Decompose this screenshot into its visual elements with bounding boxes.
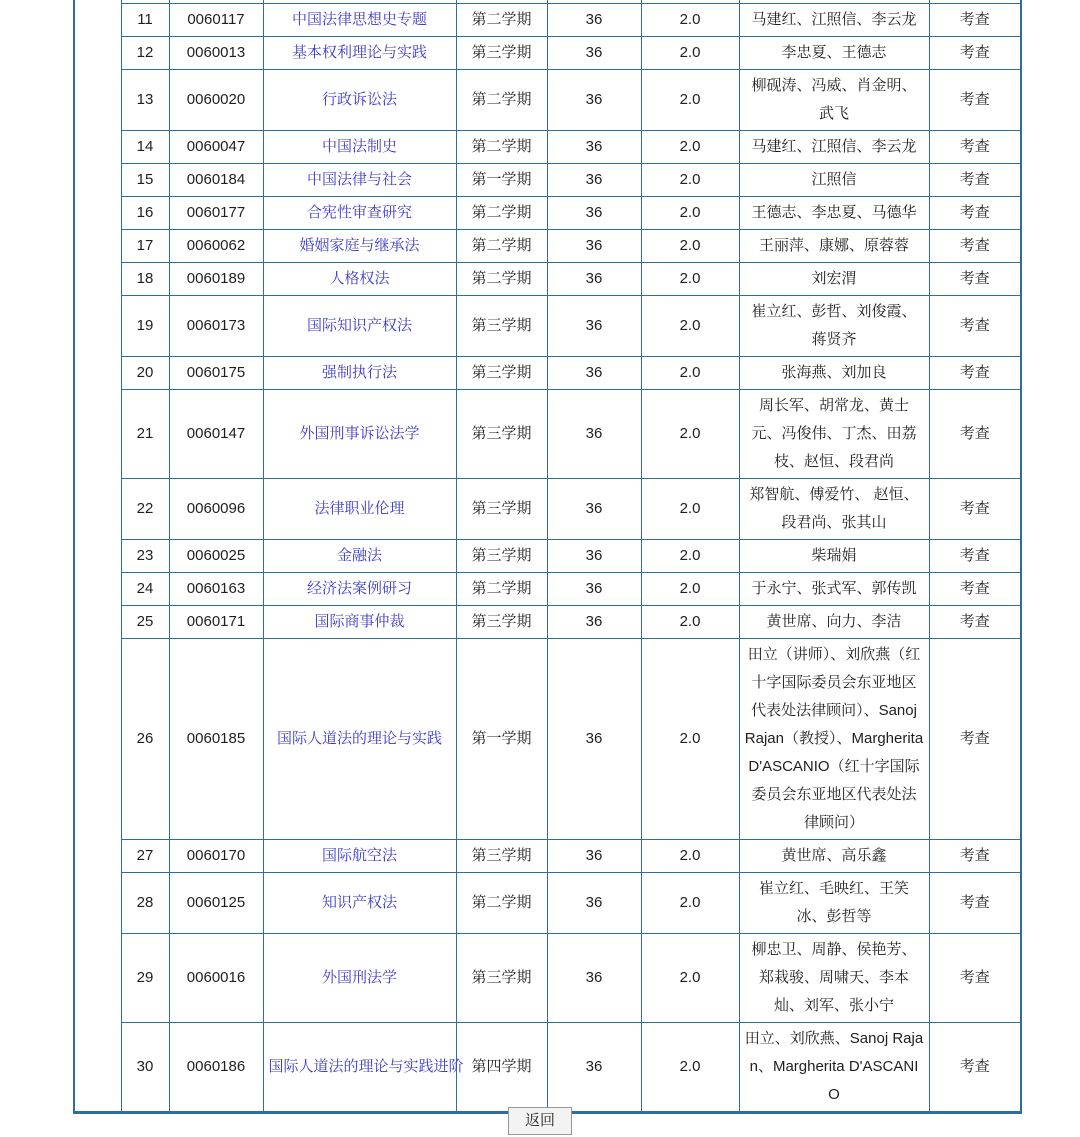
semester-cell: 第三学期 [456, 839, 547, 872]
course-name-cell [263, 872, 456, 933]
table-row [74, 163, 1021, 196]
assessment-cell: 考查 [929, 539, 1021, 572]
course-name-link[interactable]: 基本权利理论与实践 [291, 43, 427, 61]
table-row [74, 389, 1021, 478]
teachers-cell: 于永宁、张式军、郭传凯 [739, 572, 929, 605]
row-number-cell: 26 [121, 638, 169, 839]
course-name-link[interactable]: 中国法制史 [321, 137, 397, 155]
course-name-link[interactable]: 外国刑法学 [321, 968, 397, 986]
hours-cell: 36 [547, 605, 641, 638]
course-code-cell: 0060147 [169, 389, 263, 478]
semester-cell: 第四学期 [456, 1022, 547, 1112]
assessment-cell: 考查 [929, 872, 1021, 933]
table-row [74, 36, 1021, 69]
hours-cell: 36 [547, 356, 641, 389]
row-number-cell: 12 [121, 36, 169, 69]
hours-cell: 36 [547, 933, 641, 1022]
teachers-cell: 田立（讲师）、刘欣燕（红十字国际委员会东亚地区代表处法律顾问）、Sanoj Rajan（教授）、Margherita D'ASCANIO（红十字国际委员会东亚地区代表处法律顾问） [739, 638, 929, 839]
credits-cell: 2.0 [641, 163, 739, 196]
table-row [74, 605, 1021, 638]
course-name-cell [263, 933, 456, 1022]
course-name-link[interactable]: 国际航空法 [321, 846, 397, 864]
row-number-cell: 28 [121, 872, 169, 933]
row-number-cell: 23 [121, 539, 169, 572]
credits-cell: 2.0 [641, 229, 739, 262]
assessment-cell: 考查 [929, 130, 1021, 163]
hours-cell: 36 [547, 130, 641, 163]
table-row [74, 638, 1021, 839]
assessment-cell: 考查 [929, 229, 1021, 262]
hours-cell: 36 [547, 163, 641, 196]
table-row [74, 839, 1021, 872]
course-code-cell: 0060185 [169, 638, 263, 839]
table-row [74, 262, 1021, 295]
credits-cell: 2.0 [641, 839, 739, 872]
credits-cell: 2.0 [641, 872, 739, 933]
course-name-link[interactable]: 强制执行法 [321, 363, 397, 381]
hours-cell: 36 [547, 36, 641, 69]
category-cell [74, 0, 121, 1112]
course-name-link[interactable]: 人格权法 [329, 269, 390, 287]
table-row [74, 229, 1021, 262]
row-number-cell: 17 [121, 229, 169, 262]
course-table [73, 0, 1022, 1114]
row-number-cell: 14 [121, 130, 169, 163]
row-number-cell: 16 [121, 196, 169, 229]
table-row [74, 130, 1021, 163]
course-name-cell [263, 69, 456, 130]
teachers-cell: 柳忠卫、周静、侯艳芳、郑栽骏、周啸天、李本灿、刘军、张小宁 [739, 933, 929, 1022]
row-number-cell: 20 [121, 356, 169, 389]
credits-cell: 2.0 [641, 36, 739, 69]
semester-cell: 第二学期 [456, 196, 547, 229]
teachers-cell: 柴瑞娟 [739, 539, 929, 572]
table-row [74, 1022, 1021, 1112]
course-name-cell [263, 163, 456, 196]
credits-cell: 2.0 [641, 196, 739, 229]
course-name-link[interactable]: 国际人道法的理论与实践进阶 [268, 1057, 464, 1075]
hours-cell: 36 [547, 1022, 641, 1112]
course-code-cell: 0060170 [169, 839, 263, 872]
teachers-cell: 张海燕、刘加良 [739, 356, 929, 389]
teachers-cell: 马建红、江照信、李云龙 [739, 130, 929, 163]
course-name-cell [263, 539, 456, 572]
course-name-link[interactable]: 国际知识产权法 [306, 316, 412, 334]
hours-cell: 36 [547, 69, 641, 130]
hours-cell: 36 [547, 478, 641, 539]
teachers-cell: 崔立红、彭哲、刘俊霞、蒋贤齐 [739, 295, 929, 356]
credits-cell: 2.0 [641, 3, 739, 36]
teachers-cell: 田立、刘欣燕、Sanoj Rajan、Margherita D'ASCANIO [739, 1022, 929, 1112]
assessment-cell: 考查 [929, 478, 1021, 539]
teachers-cell: 柳砚涛、冯威、肖金明、武飞 [739, 69, 929, 130]
course-code-cell: 0060013 [169, 36, 263, 69]
course-name-cell [263, 196, 456, 229]
credits-cell: 2.0 [641, 69, 739, 130]
assessment-cell: 考查 [929, 36, 1021, 69]
credits-cell: 2.0 [641, 572, 739, 605]
course-name-link[interactable]: 经济法案例研习 [306, 579, 412, 597]
course-name-cell [263, 605, 456, 638]
credits-cell: 2.0 [641, 130, 739, 163]
semester-cell: 第一学期 [456, 163, 547, 196]
table-row [74, 933, 1021, 1022]
course-code-cell: 0060096 [169, 478, 263, 539]
course-name-cell [263, 478, 456, 539]
table-row [74, 539, 1021, 572]
credits-cell: 2.0 [641, 262, 739, 295]
assessment-cell: 考查 [929, 638, 1021, 839]
hours-cell: 36 [547, 229, 641, 262]
row-number-cell: 25 [121, 605, 169, 638]
teachers-cell: 王德志、李忠夏、马德华 [739, 196, 929, 229]
table-row [74, 572, 1021, 605]
course-code-cell: 0060163 [169, 572, 263, 605]
teachers-cell: 王丽萍、康娜、原蓉蓉 [739, 229, 929, 262]
hours-cell: 36 [547, 539, 641, 572]
course-name-link[interactable]: 知识产权法 [321, 893, 397, 911]
semester-cell: 第二学期 [456, 3, 547, 36]
course-code-cell: 0060117 [169, 3, 263, 36]
row-number-cell: 22 [121, 478, 169, 539]
semester-cell: 第三学期 [456, 539, 547, 572]
assessment-cell: 考查 [929, 839, 1021, 872]
course-code-cell: 0060189 [169, 262, 263, 295]
course-code-cell: 0060186 [169, 1022, 263, 1112]
hours-cell: 36 [547, 196, 641, 229]
course-name-link[interactable]: 合宪性审查研究 [306, 203, 412, 221]
course-code-cell: 0060175 [169, 356, 263, 389]
semester-cell: 第二学期 [456, 572, 547, 605]
table-row [74, 69, 1021, 130]
assessment-cell: 考查 [929, 572, 1021, 605]
teachers-cell: 刘宏渭 [739, 262, 929, 295]
course-name-link[interactable]: 金融法 [336, 546, 382, 564]
course-name-cell [263, 389, 456, 478]
course-code-cell: 0060062 [169, 229, 263, 262]
course-name-cell [263, 229, 456, 262]
course-name-link[interactable]: 中国法律与社会 [306, 170, 412, 188]
assessment-cell: 考查 [929, 3, 1021, 36]
assessment-cell: 考查 [929, 605, 1021, 638]
semester-cell: 第三学期 [456, 389, 547, 478]
table-row [74, 295, 1021, 356]
assessment-cell: 考查 [929, 69, 1021, 130]
semester-cell: 第二学期 [456, 262, 547, 295]
credits-cell: 2.0 [641, 478, 739, 539]
row-number-cell: 30 [121, 1022, 169, 1112]
teachers-cell: 马建红、江照信、李云龙 [739, 3, 929, 36]
hours-cell: 36 [547, 839, 641, 872]
semester-cell: 第二学期 [456, 69, 547, 130]
course-code-cell: 0060016 [169, 933, 263, 1022]
semester-cell: 第三学期 [456, 478, 547, 539]
row-number-cell: 24 [121, 572, 169, 605]
table-row [74, 196, 1021, 229]
credits-cell: 2.0 [641, 389, 739, 478]
teachers-cell: 黄世席、向力、李洁 [739, 605, 929, 638]
course-name-cell [263, 839, 456, 872]
course-name-cell [263, 262, 456, 295]
back-button[interactable]: 返回 [508, 1107, 572, 1135]
semester-cell: 第二学期 [456, 130, 547, 163]
assessment-cell: 考查 [929, 389, 1021, 478]
credits-cell: 2.0 [641, 933, 739, 1022]
row-number-cell: 21 [121, 389, 169, 478]
course-name-link[interactable]: 行政诉讼法 [321, 90, 397, 108]
teachers-cell: 崔立红、毛映红、王笑冰、彭哲等 [739, 872, 929, 933]
course-name-link[interactable]: 婚姻家庭与继承法 [299, 236, 420, 254]
semester-cell: 第三学期 [456, 933, 547, 1022]
course-code-cell: 0060171 [169, 605, 263, 638]
semester-cell: 第三学期 [456, 356, 547, 389]
credits-cell: 2.0 [641, 295, 739, 356]
assessment-cell: 考查 [929, 933, 1021, 1022]
assessment-cell: 考查 [929, 295, 1021, 356]
semester-cell: 第二学期 [456, 229, 547, 262]
course-name-link[interactable]: 外国刑事诉讼法学 [299, 424, 420, 442]
course-code-cell: 0060025 [169, 539, 263, 572]
course-name-cell [263, 36, 456, 69]
teachers-cell: 黄世席、高乐鑫 [739, 839, 929, 872]
row-number-cell: 19 [121, 295, 169, 356]
course-code-cell: 0060184 [169, 163, 263, 196]
hours-cell: 36 [547, 872, 641, 933]
semester-cell: 第三学期 [456, 295, 547, 356]
course-code-cell: 0060125 [169, 872, 263, 933]
hours-cell: 36 [547, 295, 641, 356]
row-number-cell: 27 [121, 839, 169, 872]
course-name-link[interactable]: 国际人道法的理论与实践 [276, 729, 442, 747]
course-name-cell [263, 356, 456, 389]
course-name-link[interactable]: 法律职业伦理 [314, 499, 405, 517]
credits-cell: 2.0 [641, 605, 739, 638]
hours-cell: 36 [547, 572, 641, 605]
course-name-link[interactable]: 中国法律思想史专题 [291, 10, 427, 28]
course-name-link[interactable]: 国际商事仲裁 [314, 612, 405, 630]
assessment-cell: 考查 [929, 163, 1021, 196]
credits-cell: 2.0 [641, 539, 739, 572]
table-row [74, 872, 1021, 933]
hours-cell: 36 [547, 262, 641, 295]
hours-cell: 36 [547, 3, 641, 36]
credits-cell: 2.0 [641, 356, 739, 389]
assessment-cell: 考查 [929, 196, 1021, 229]
row-number-cell: 13 [121, 69, 169, 130]
course-code-cell: 0060047 [169, 130, 263, 163]
course-code-cell: 0060177 [169, 196, 263, 229]
semester-cell: 第一学期 [456, 638, 547, 839]
course-name-cell [263, 130, 456, 163]
course-code-cell: 0060020 [169, 69, 263, 130]
hours-cell: 36 [547, 638, 641, 839]
semester-cell: 第三学期 [456, 605, 547, 638]
semester-cell: 第三学期 [456, 36, 547, 69]
teachers-cell: 周长军、胡常龙、黄士元、冯俊伟、丁杰、田荔枝、赵恒、段君尚 [739, 389, 929, 478]
assessment-cell: 考查 [929, 356, 1021, 389]
semester-cell: 第二学期 [456, 872, 547, 933]
row-number-cell: 18 [121, 262, 169, 295]
course-name-cell [263, 295, 456, 356]
table-row [74, 3, 1021, 36]
course-name-cell [263, 1022, 464, 1112]
credits-cell: 2.0 [641, 638, 739, 839]
row-number-cell: 11 [121, 3, 169, 36]
assessment-cell: 考查 [929, 262, 1021, 295]
course-name-cell [263, 3, 456, 36]
hours-cell: 36 [547, 389, 641, 478]
teachers-cell: 李忠夏、王德志 [739, 36, 929, 69]
teachers-cell: 郑智航、傅爱竹、 赵恒、段君尚、张其山 [739, 478, 929, 539]
table-row [74, 478, 1021, 539]
course-name-cell [263, 638, 456, 839]
assessment-cell: 考查 [929, 1022, 1021, 1112]
back-button-bar [0, 1107, 1080, 1135]
course-name-cell [263, 572, 456, 605]
row-number-cell: 29 [121, 933, 169, 1022]
course-code-cell: 0060173 [169, 295, 263, 356]
table-row [74, 356, 1021, 389]
credits-cell: 2.0 [641, 1022, 739, 1112]
row-number-cell: 15 [121, 163, 169, 196]
teachers-cell: 江照信 [739, 163, 929, 196]
